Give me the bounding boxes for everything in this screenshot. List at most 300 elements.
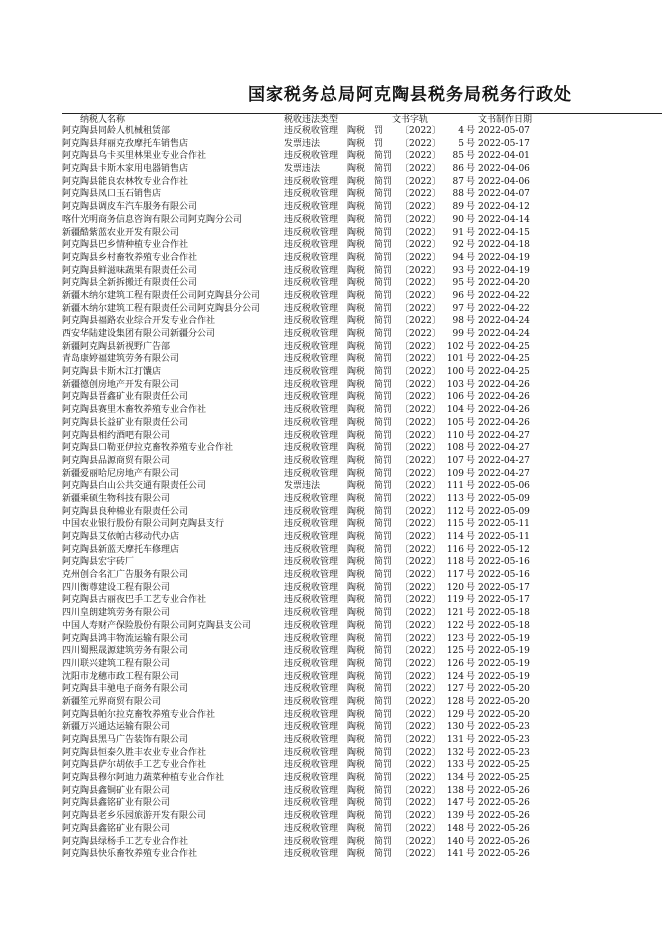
- cell-num: 119: [446, 595, 464, 606]
- table-row: [62, 480, 662, 493]
- cell-year: 〔2022〕: [400, 443, 441, 454]
- cell-office: 陶税: [347, 849, 366, 860]
- cell-date: 2022-04-14: [478, 214, 530, 225]
- table-row: [62, 709, 662, 722]
- table-row: [62, 797, 662, 810]
- cell-office: 陶税: [347, 646, 366, 657]
- table-row: [62, 328, 662, 341]
- cell-type: 违反税收管理: [284, 595, 339, 606]
- cell-hao: 号: [466, 696, 476, 707]
- cell-num: 117: [446, 570, 464, 581]
- cell-type: 违反税收管理: [284, 823, 339, 834]
- cell-type: 违反税收管理: [284, 202, 339, 213]
- cell-year: 〔2022〕: [400, 671, 441, 682]
- cell-hao: 号: [466, 773, 476, 784]
- cell-type: 违反税收管理: [284, 773, 339, 784]
- cell-kind: 简罚: [374, 214, 393, 225]
- cell-name: 喀什光明商务信息咨询有限公司阿克陶分公司: [62, 214, 243, 225]
- cell-year: 〔2022〕: [400, 151, 441, 162]
- cell-num: 113: [446, 493, 464, 504]
- cell-office: 陶税: [347, 671, 366, 682]
- cell-office: 陶税: [347, 785, 366, 796]
- table-row: [62, 747, 662, 760]
- cell-name: 新疆木纳尔建筑工程有限责任公司阿克陶县分公司: [62, 290, 261, 301]
- cell-office: 陶税: [347, 455, 366, 466]
- cell-year: 〔2022〕: [400, 290, 441, 301]
- cell-name: 阿克陶县良种棉业有限责任公司: [62, 506, 189, 517]
- cell-type: 违反税收管理: [284, 570, 339, 581]
- cell-type: 违反税收管理: [284, 405, 339, 416]
- cell-year: 〔2022〕: [400, 126, 441, 136]
- cell-kind: 简罚: [374, 367, 393, 378]
- cell-type: 违反税收管理: [284, 519, 339, 530]
- cell-name: 青岛康婷福建筑劳务有限公司: [62, 354, 180, 365]
- cell-date: 2022-04-27: [478, 468, 530, 479]
- cell-kind: 简罚: [374, 785, 393, 796]
- cell-kind: 简罚: [374, 570, 393, 581]
- cell-name: 阿克陶县鲜滋味蔬果有限责任公司: [62, 265, 198, 276]
- cell-hao: 号: [466, 227, 476, 238]
- cell-name: 阿克陶县老乡乐园旅游开发有限公司: [62, 811, 207, 822]
- cell-office: 陶税: [347, 595, 366, 606]
- cell-office: 陶税: [347, 773, 366, 784]
- cell-date: 2022-04-27: [478, 443, 530, 454]
- cell-office: 陶税: [347, 329, 366, 339]
- cell-type: 违反税收管理: [284, 760, 339, 771]
- cell-year: 〔2022〕: [400, 532, 441, 542]
- table-row: [62, 227, 662, 240]
- cell-date: 2022-04-15: [478, 227, 530, 238]
- cell-date: 2022-05-23: [478, 735, 530, 745]
- table-row: [62, 455, 662, 468]
- cell-hao: 号: [466, 214, 476, 225]
- cell-type: 违反税收管理: [284, 608, 339, 619]
- cell-date: 2022-05-26: [478, 811, 530, 822]
- cell-year: 〔2022〕: [400, 519, 441, 530]
- cell-office: 陶税: [347, 735, 366, 745]
- header-date: 文书制作日期: [478, 115, 533, 125]
- cell-kind: 简罚: [374, 532, 393, 542]
- cell-office: 陶税: [347, 532, 366, 542]
- cell-num: 93: [452, 265, 464, 276]
- cell-num: 120: [446, 582, 464, 593]
- table-row: [62, 391, 662, 404]
- cell-type: 违反税收管理: [284, 747, 339, 758]
- cell-office: 陶税: [347, 176, 366, 187]
- cell-kind: 简罚: [374, 417, 393, 428]
- table-row: [62, 366, 662, 379]
- cell-office: 陶税: [347, 367, 366, 378]
- cell-hao: 号: [466, 303, 476, 314]
- cell-date: 2022-04-07: [478, 189, 530, 200]
- cell-office: 陶税: [347, 405, 366, 416]
- cell-year: 〔2022〕: [400, 557, 441, 568]
- cell-date: 2022-05-16: [478, 570, 530, 581]
- cell-hao: 号: [466, 379, 476, 390]
- cell-num: 103: [446, 379, 464, 390]
- cell-type: 违反税收管理: [284, 303, 339, 314]
- cell-kind: 简罚: [374, 316, 393, 327]
- table-row: [62, 620, 662, 633]
- cell-hao: 号: [466, 684, 476, 695]
- cell-num: 116: [446, 544, 464, 555]
- cell-type: 违反税收管理: [284, 443, 339, 454]
- header-type: 税收违法类型: [284, 115, 339, 125]
- table-row: [62, 150, 662, 163]
- cell-type: 发票违法: [284, 481, 321, 492]
- cell-hao: 号: [466, 760, 476, 771]
- cell-name: 阿克陶县拜丽克孜摩托车销售店: [62, 138, 189, 149]
- cell-kind: 简罚: [374, 633, 393, 644]
- cell-date: 2022-05-20: [478, 709, 530, 720]
- cell-type: 违反税收管理: [284, 836, 339, 847]
- cell-type: 违反税收管理: [284, 316, 339, 327]
- cell-hao: 号: [466, 481, 476, 492]
- cell-date: 2022-05-12: [478, 544, 530, 555]
- cell-year: 〔2022〕: [400, 811, 441, 822]
- table-row: [62, 252, 662, 265]
- cell-num: 127: [446, 684, 464, 695]
- cell-num: 123: [446, 633, 464, 644]
- cell-hao: 号: [466, 290, 476, 301]
- cell-type: 违反税收管理: [284, 240, 339, 251]
- cell-year: 〔2022〕: [400, 595, 441, 606]
- cell-hao: 号: [466, 633, 476, 644]
- cell-num: 4: [458, 126, 464, 136]
- cell-num: 124: [446, 671, 464, 682]
- cell-office: 陶税: [347, 722, 366, 733]
- table-row: [62, 430, 662, 443]
- cell-name: 西安华陆建设集团有限公司新疆分公司: [62, 329, 216, 339]
- cell-kind: 简罚: [374, 519, 393, 530]
- cell-year: 〔2022〕: [400, 722, 441, 733]
- cell-type: 违反税收管理: [284, 798, 339, 809]
- cell-kind: 简罚: [374, 202, 393, 213]
- cell-office: 陶税: [347, 481, 366, 492]
- cell-kind: 简罚: [374, 735, 393, 745]
- cell-year: 〔2022〕: [400, 202, 441, 213]
- cell-name: 阿克陶县宏宇砖厂: [62, 557, 135, 568]
- cell-kind: 简罚: [374, 240, 393, 251]
- cell-name: 阿克陶县鑫铜矿业有限公司: [62, 785, 171, 796]
- cell-date: 2022-04-26: [478, 417, 530, 428]
- cell-name: 阿克陶县新蓝天摩托车修理店: [62, 544, 180, 555]
- cell-year: 〔2022〕: [400, 836, 441, 847]
- table-row: [62, 201, 662, 214]
- cell-office: 陶税: [347, 544, 366, 555]
- cell-name: 四川联兴建筑工程有限公司: [62, 658, 171, 669]
- cell-kind: 简罚: [374, 176, 393, 187]
- cell-date: 2022-04-26: [478, 379, 530, 390]
- cell-kind: 简罚: [374, 303, 393, 314]
- cell-type: 发票违法: [284, 164, 321, 175]
- cell-date: 2022-05-26: [478, 798, 530, 809]
- cell-year: 〔2022〕: [400, 798, 441, 809]
- cell-num: 138: [446, 785, 464, 796]
- table-row: [62, 442, 662, 455]
- cell-num: 139: [446, 811, 464, 822]
- cell-office: 陶税: [347, 658, 366, 669]
- cell-office: 陶税: [347, 164, 366, 175]
- cell-kind: 简罚: [374, 823, 393, 834]
- cell-office: 陶税: [347, 811, 366, 822]
- cell-name: 阿克陶县丰驰电子商务有限公司: [62, 684, 189, 695]
- cell-hao: 号: [466, 811, 476, 822]
- cell-kind: 简罚: [374, 836, 393, 847]
- cell-hao: 号: [466, 367, 476, 378]
- cell-type: 违反税收管理: [284, 151, 339, 162]
- table-row: [62, 353, 662, 366]
- cell-date: 2022-04-27: [478, 430, 530, 441]
- table-row: [62, 265, 662, 278]
- cell-num: 99: [452, 329, 464, 339]
- cell-kind: 简罚: [374, 849, 393, 860]
- table-row: [62, 785, 662, 798]
- cell-hao: 号: [466, 189, 476, 200]
- cell-date: 2022-05-06: [478, 481, 530, 492]
- cell-num: 90: [452, 214, 464, 225]
- cell-date: 2022-05-18: [478, 608, 530, 619]
- cell-type: 违反税收管理: [284, 582, 339, 593]
- cell-year: 〔2022〕: [400, 430, 441, 441]
- cell-num: 125: [446, 646, 464, 657]
- cell-num: 101: [446, 354, 464, 365]
- cell-name: 阿克陶县帕尔拉克畜牧养殖专业合作社: [62, 709, 216, 720]
- cell-hao: 号: [466, 747, 476, 758]
- cell-num: 112: [446, 506, 464, 517]
- table-row: [62, 176, 662, 189]
- cell-year: 〔2022〕: [400, 570, 441, 581]
- cell-office: 陶税: [347, 354, 366, 365]
- cell-date: 2022-05-19: [478, 671, 530, 682]
- cell-date: 2022-05-25: [478, 760, 530, 771]
- cell-office: 陶税: [347, 760, 366, 771]
- cell-office: 陶税: [347, 392, 366, 403]
- cell-year: 〔2022〕: [400, 176, 441, 187]
- table-row: [62, 303, 662, 316]
- cell-year: 〔2022〕: [400, 303, 441, 314]
- cell-type: 违反税收管理: [284, 278, 339, 289]
- cell-year: 〔2022〕: [400, 316, 441, 327]
- cell-date: 2022-05-17: [478, 582, 530, 593]
- cell-type: 违反税收管理: [284, 620, 339, 631]
- cell-kind: 简罚: [374, 608, 393, 619]
- cell-kind: 简罚: [374, 696, 393, 707]
- cell-num: 102: [446, 341, 464, 352]
- cell-year: 〔2022〕: [400, 849, 441, 860]
- cell-office: 陶税: [347, 620, 366, 631]
- cell-name: 阿克陶县口勒亚伊拉克畜牧养殖专业合作社: [62, 443, 234, 454]
- table-row: [62, 214, 662, 227]
- cell-kind: 简罚: [374, 455, 393, 466]
- cell-office: 陶税: [347, 493, 366, 504]
- cell-office: 陶税: [347, 303, 366, 314]
- cell-date: 2022-05-09: [478, 493, 530, 504]
- cell-kind: 简罚: [374, 443, 393, 454]
- cell-name: 阿克陶县凤口玉石销售店: [62, 189, 162, 200]
- cell-name: 阿克陶县晋鑫矿业有限责任公司: [62, 392, 189, 403]
- cell-hao: 号: [466, 468, 476, 479]
- header-name: 纳税人名称: [80, 115, 126, 125]
- cell-office: 陶税: [347, 570, 366, 581]
- cell-year: 〔2022〕: [400, 405, 441, 416]
- cell-office: 陶税: [347, 227, 366, 238]
- cell-num: 92: [452, 240, 464, 251]
- cell-type: 违反税收管理: [284, 126, 339, 136]
- cell-hao: 号: [466, 265, 476, 276]
- cell-hao: 号: [466, 138, 476, 149]
- cell-num: 91: [452, 227, 464, 238]
- cell-office: 陶税: [347, 265, 366, 276]
- cell-date: 2022-05-19: [478, 633, 530, 644]
- cell-name: 阿克陶县绿杨手工艺专业合作社: [62, 836, 189, 847]
- cell-kind: 简罚: [374, 151, 393, 162]
- cell-date: 2022-04-18: [478, 240, 530, 251]
- table-row: [62, 810, 662, 823]
- cell-year: 〔2022〕: [400, 544, 441, 555]
- cell-date: 2022-04-24: [478, 329, 530, 339]
- cell-office: 陶税: [347, 836, 366, 847]
- cell-kind: 简罚: [374, 684, 393, 695]
- cell-hao: 号: [466, 506, 476, 517]
- cell-num: 109: [446, 468, 464, 479]
- cell-name: 阿克陶县全新拆搬迁有限责任公司: [62, 278, 198, 289]
- cell-year: 〔2022〕: [400, 658, 441, 669]
- cell-office: 陶税: [347, 582, 366, 593]
- cell-num: 141: [446, 849, 464, 860]
- cell-kind: 简罚: [374, 379, 393, 390]
- table-row: [62, 506, 662, 519]
- table-row: [62, 277, 662, 290]
- cell-year: 〔2022〕: [400, 493, 441, 504]
- cell-date: 2022-05-23: [478, 747, 530, 758]
- cell-type: 违反税收管理: [284, 252, 339, 263]
- cell-name: 阿克陶县乌卡买里林果业专业合作社: [62, 151, 207, 162]
- cell-date: 2022-05-17: [478, 595, 530, 606]
- cell-name: 阿克陶县萨尔胡依手工艺专业合作社: [62, 760, 207, 771]
- cell-hao: 号: [466, 252, 476, 263]
- cell-date: 2022-05-26: [478, 785, 530, 796]
- table-row: [62, 594, 662, 607]
- cell-hao: 号: [466, 176, 476, 187]
- table-row: [62, 772, 662, 785]
- cell-kind: 简罚: [374, 595, 393, 606]
- cell-num: 87: [452, 176, 464, 187]
- cell-type: 违反税收管理: [284, 417, 339, 428]
- cell-kind: 简罚: [374, 722, 393, 733]
- cell-name: 新疆德创房地产开发有限公司: [62, 379, 180, 390]
- cell-date: 2022-04-06: [478, 176, 530, 187]
- cell-kind: 简罚: [374, 252, 393, 263]
- cell-year: 〔2022〕: [400, 709, 441, 720]
- cell-year: 〔2022〕: [400, 214, 441, 225]
- cell-name: 阿克陶县长益矿业有限责任公司: [62, 417, 189, 428]
- cell-name: 阿克陶县鑫铭矿业有限公司: [62, 823, 171, 834]
- page-title: 国家税务总局阿克陶县税务局税务行政处: [248, 85, 572, 105]
- cell-type: 违反税收管理: [284, 785, 339, 796]
- cell-year: 〔2022〕: [400, 785, 441, 796]
- cell-year: 〔2022〕: [400, 760, 441, 771]
- cell-kind: 简罚: [374, 405, 393, 416]
- cell-type: 违反税收管理: [284, 189, 339, 200]
- cell-num: 95: [452, 278, 464, 289]
- cell-num: 100: [446, 367, 464, 378]
- cell-hao: 号: [466, 595, 476, 606]
- cell-num: 140: [446, 836, 464, 847]
- cell-hao: 号: [466, 417, 476, 428]
- cell-type: 违反税收管理: [284, 696, 339, 707]
- table-row: [62, 188, 662, 201]
- cell-name: 阿克陶县古丽夜巴手工艺专业合作社: [62, 595, 207, 606]
- table-row: [62, 721, 662, 734]
- table-row: [62, 417, 662, 430]
- cell-year: 〔2022〕: [400, 240, 441, 251]
- cell-name: 新疆酷紫蓝农业开发有限公司: [62, 227, 180, 238]
- cell-name: 四川皇朗建筑劳务有限公司: [62, 608, 171, 619]
- cell-year: 〔2022〕: [400, 696, 441, 707]
- cell-date: 2022-04-01: [478, 151, 530, 162]
- cell-name: 阿克陶县能良农林牧专业合作社: [62, 176, 189, 187]
- cell-name: 阿克陶县恒泰久胜丰农业专业合作社: [62, 747, 207, 758]
- cell-num: 126: [446, 658, 464, 669]
- cell-kind: 简罚: [374, 278, 393, 289]
- table-row: [62, 836, 662, 849]
- cell-name: 阿克陶县乡村畜牧养殖专业合作社: [62, 252, 198, 263]
- cell-kind: 简罚: [374, 709, 393, 720]
- cell-hao: 号: [466, 544, 476, 555]
- header-doc: 文书字轨: [392, 115, 429, 125]
- cell-date: 2022-05-19: [478, 658, 530, 669]
- cell-hao: 号: [466, 519, 476, 530]
- cell-num: 97: [452, 303, 464, 314]
- cell-year: 〔2022〕: [400, 747, 441, 758]
- cell-num: 118: [446, 557, 464, 568]
- cell-office: 陶税: [347, 519, 366, 530]
- cell-name: 阿克陶县品源商贸有限公司: [62, 455, 171, 466]
- cell-office: 陶税: [347, 278, 366, 289]
- cell-name: 阿克陶县黑马广告装饰有限公司: [62, 735, 189, 745]
- cell-kind: 简罚: [374, 557, 393, 568]
- table-row: [62, 645, 662, 658]
- cell-num: 108: [446, 443, 464, 454]
- cell-office: 陶税: [347, 379, 366, 390]
- cell-hao: 号: [466, 608, 476, 619]
- cell-kind: 简罚: [374, 493, 393, 504]
- table-row: [62, 683, 662, 696]
- cell-name: 阿克陶县鸿丰物流运输有限公司: [62, 633, 189, 644]
- cell-num: 85: [452, 151, 464, 162]
- cell-kind: 罚: [374, 138, 384, 149]
- cell-name: 阿克陶县卡斯木江打馕店: [62, 367, 162, 378]
- cell-num: 86: [452, 164, 464, 175]
- cell-num: 122: [446, 620, 464, 631]
- cell-date: 2022-04-22: [478, 303, 530, 314]
- cell-hao: 号: [466, 836, 476, 847]
- cell-date: 2022-04-20: [478, 278, 530, 289]
- cell-kind: 简罚: [374, 620, 393, 631]
- cell-hao: 号: [466, 240, 476, 251]
- cell-year: 〔2022〕: [400, 582, 441, 593]
- cell-hao: 号: [466, 202, 476, 213]
- cell-type: 违反税收管理: [284, 468, 339, 479]
- cell-year: 〔2022〕: [400, 164, 441, 175]
- cell-name: 阿克陶县福路农业综合开发专业合作社: [62, 316, 216, 327]
- cell-type: 违反税收管理: [284, 646, 339, 657]
- cell-year: 〔2022〕: [400, 189, 441, 200]
- cell-type: 发票违法: [284, 138, 321, 149]
- cell-year: 〔2022〕: [400, 455, 441, 466]
- table-row: [62, 518, 662, 531]
